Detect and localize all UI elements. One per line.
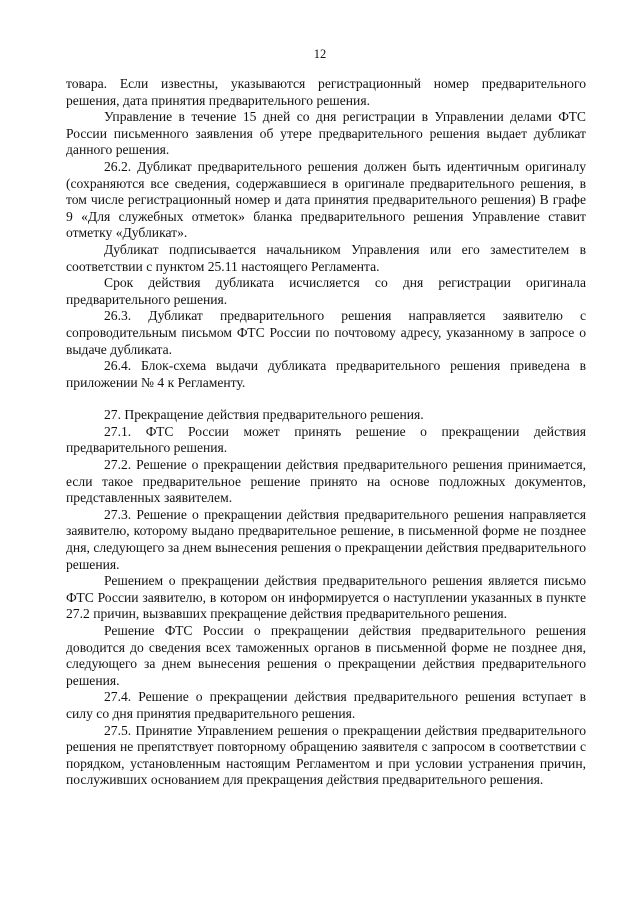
paragraph-27-2: 27.2. Решение о прекращении действия предварительного решения принимается, если такое предварительное решение принято на основе подложных документов, представленных заявителем. [66, 457, 586, 506]
paragraph-27-5: 27.5. Принятие Управлением решения о прекращении действия предварительного решения не препятствует повторному обращению заявителя с запросом в соответствии с порядком, установленным настоящим Регламентом и при условии устранения причин, послуживших основанием для прекращения действия предварительного решения. [66, 722, 586, 788]
paragraph-27-3: 27.3. Решение о прекращении действия предварительного решения направляется заявителю, которому выдано предварительное решение, в письменной форме не позднее дня, следующего за днем вынесения решения о прекращении действия предварительного решения. [66, 506, 586, 572]
paragraph-duplicate-validity: Срок действия дубликата исчисляется со дня регистрации оригинала предварительного решения. [66, 275, 586, 307]
paragraph-27-1: 27.1. ФТС России может принять решение о прекращении действия предварительного решения. [66, 423, 586, 456]
paragraph-duplicate-signature: Дубликат подписывается начальником Управления или его заместителем в соответствии с пунктом 25.11 настоящего Регламента. [66, 241, 586, 274]
paragraph-termination-notice: Решение ФТС России о прекращении действия предварительного решения доводится до сведения всех таможенных органов в письменной форме не позднее дня, следующего за днем вынесения решения о прекращении действия предварительного решения. [66, 623, 586, 688]
paragraph-26-4: 26.4. Блок-схема выдачи дубликата предварительного решения приведена в приложении № 4 к Регламенту. [66, 358, 586, 390]
page-number: 12 [313, 47, 327, 61]
paragraph-26-3: 26.3. Дубликат предварительного решения направляется заявителю с сопроводительным письмом ФТС России по почтовому адресу, указанному в запросе о выдаче дубликата. [66, 308, 586, 357]
paragraph-continuation: товара. Если известны, указываются регистрационный номер предварительного решения, дата принятия предварительного решения. [66, 76, 586, 108]
document-body [66, 76, 586, 789]
section-heading-27: 27. Прекращение действия предварительного решения. [104, 407, 424, 423]
paragraph-27-4: 27.4. Решение о прекращении действия предварительного решения вступает в силу со дня принятия предварительного решения. [66, 689, 586, 721]
paragraph-duplicate-issue: Управление в течение 15 дней со дня регистрации в Управлении делами ФТС России письменного заявления об утере предварительного решения выдает дубликат данного решения. [66, 109, 586, 158]
paragraph-26-2: 26.2. Дубликат предварительного решения должен быть идентичным оригиналу (сохраняются все сведения, содержавшиеся в оригинале предварительного решения, в том числе регистрационный номер и дата принятия предварительного решения) В графе 9 «Для служебных отметок» бланка предварительного решения Управление ставит отметку «Дубликат». [66, 158, 586, 241]
paragraph-termination-letter: Решением о прекращении действия предварительного решения является письмо ФТС России заявителю, в котором он информируется о наступлении указанных в пункте 27.2 причин, вызвавших прекращение действия предварительного решения. [66, 573, 586, 622]
